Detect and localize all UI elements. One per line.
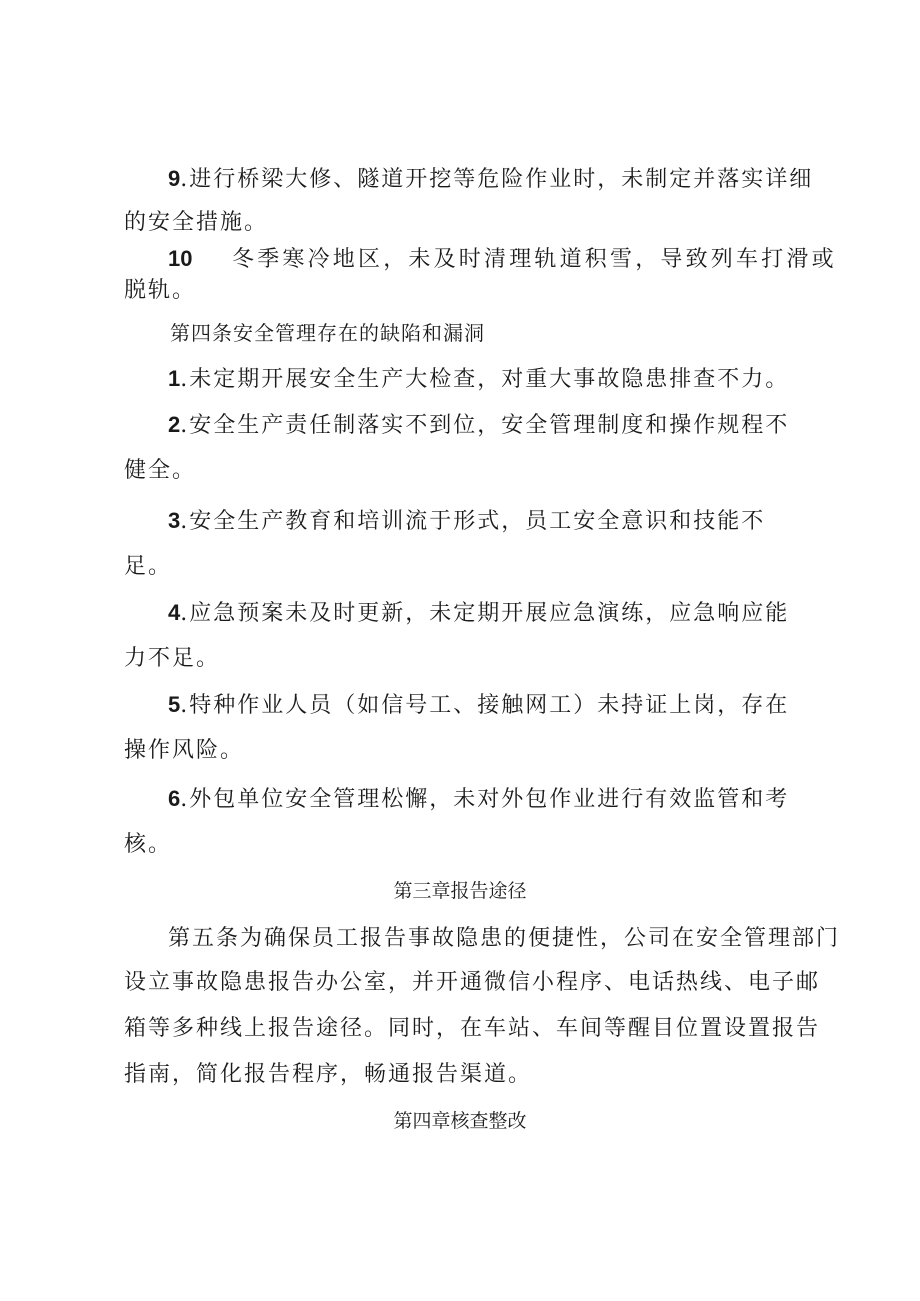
article-4-item-4-text: .应急预案未及时更新，未定期开展应急演练，应急响应能 bbox=[180, 601, 790, 626]
article-4-item-5-text: .特种作业人员（如信号工、接触网工）未持证上岗，存在 bbox=[180, 693, 790, 718]
article-4-item-1-line-1 bbox=[168, 364, 789, 395]
article-4-item-5-number: 5 bbox=[168, 692, 181, 717]
chapter-3-paragraph-line-1: 第五条为确保员工报告事故隐患的便捷性，公司在安全管理部门 bbox=[168, 926, 841, 951]
article-4-item-6-text: .外包单位安全管理松懈，未对外包作业进行有效监管和考 bbox=[180, 787, 790, 812]
chapter-3-paragraph-line-2: 设立事故隐患报告办公室，并开通微信小程序、电话热线、电子邮 bbox=[124, 970, 821, 995]
article-4-item-2-line-2: 健全。 bbox=[124, 458, 197, 483]
chapter-3-title: 第三章报告途径 bbox=[393, 880, 527, 902]
article-4-item-3-number: 3 bbox=[168, 508, 181, 533]
article-4-item-2-text: .安全生产责任制落实不到位，安全管理制度和操作规程不 bbox=[180, 413, 790, 438]
item-9-text: .进行桥梁大修、隧道开挖等危险作业时，未制定并落实详细 bbox=[180, 167, 814, 192]
item-10-text: 冬季寒冷地区，未及时清理轨道积雪，导致列车打滑或 bbox=[232, 247, 837, 272]
article-4-title: 第四条安全管理存在的缺陷和漏洞 bbox=[170, 321, 485, 345]
item-10-number: 10 bbox=[168, 246, 193, 271]
chapter-3-paragraph-line-3: 箱等多种线上报告途径。同时，在车站、车间等醒目位置设置报告 bbox=[124, 1016, 821, 1041]
article-4-item-4-line-1 bbox=[168, 598, 789, 629]
article-4-item-6-line-1 bbox=[168, 784, 789, 815]
article-4-item-6-number: 6 bbox=[168, 786, 181, 811]
article-4-item-1-text: .未定期开展安全生产大检查，对重大事故隐患排查不力。 bbox=[180, 367, 790, 392]
article-4-item-3-line-2: 足。 bbox=[124, 554, 173, 579]
article-4-item-3-line-1 bbox=[168, 506, 765, 537]
article-4-item-5-line-1 bbox=[168, 690, 789, 721]
item-10-line-2: 脱轨。 bbox=[124, 278, 197, 303]
chapter-3-paragraph-line-4: 指南，简化报告程序，畅通报告渠道。 bbox=[124, 1062, 533, 1087]
article-4-item-1-number: 1 bbox=[168, 366, 181, 391]
item-10-line-1 bbox=[168, 244, 837, 275]
article-4-item-4-line-2: 力不足。 bbox=[124, 646, 221, 671]
article-4-item-3-text: .安全生产教育和培训流于形式，员工安全意识和技能不 bbox=[180, 509, 766, 534]
article-4-item-4-number: 4 bbox=[168, 600, 181, 625]
chapter-4-title: 第四章核查整改 bbox=[393, 1110, 527, 1132]
article-4-item-2-number: 2 bbox=[168, 412, 181, 437]
article-4-item-2-line-1 bbox=[168, 410, 789, 441]
article-4-item-6-line-2: 核。 bbox=[124, 832, 173, 857]
item-9-number: 9 bbox=[168, 166, 181, 191]
item-9-line-1 bbox=[168, 164, 813, 195]
article-4-item-5-line-2: 操作风险。 bbox=[124, 738, 245, 763]
item-9-line-2: 的安全措施。 bbox=[124, 210, 269, 235]
